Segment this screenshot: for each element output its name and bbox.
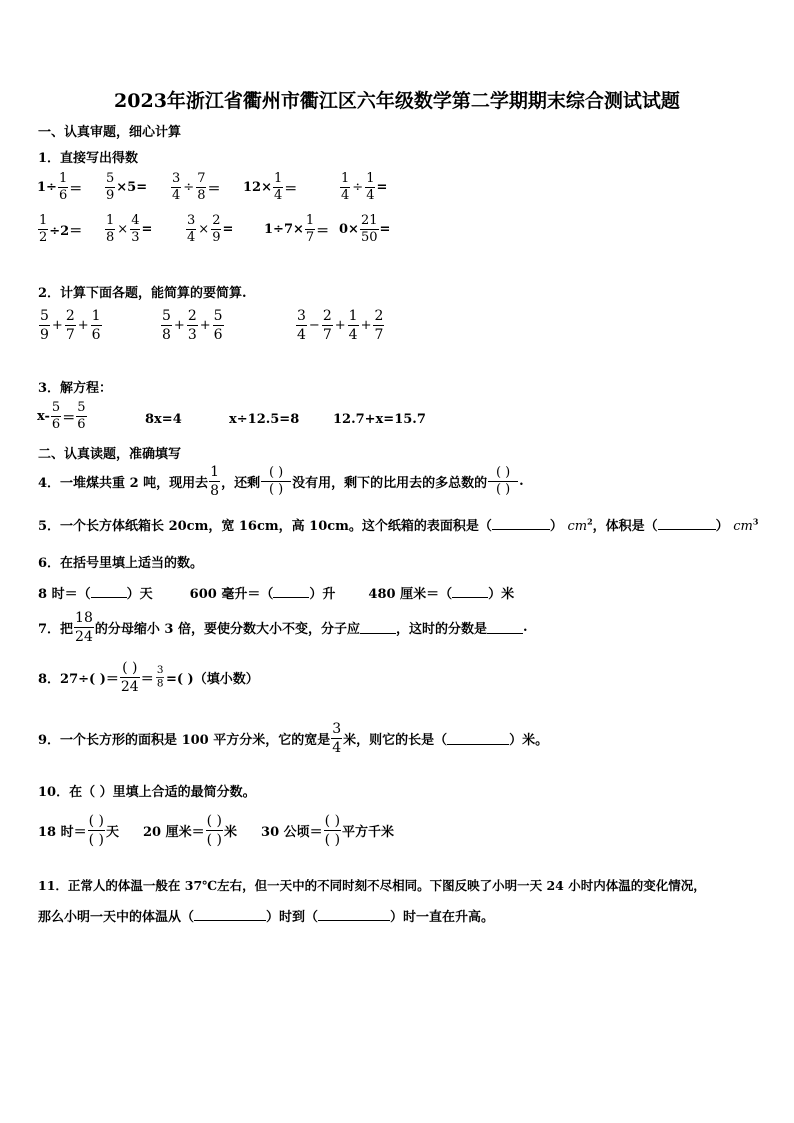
section-2-heading: 二、认真读题，准确填写 xyxy=(38,447,182,462)
q2-expr-1: $\frac{5}{9}$ + $\frac{2}{7}$ + $\frac{1}{6}$ xyxy=(40,308,101,343)
q4-text: 4．一堆煤共重 2 吨，现用去 $\frac{1}{8}$ ，还剩 $\frac{( )}{( )}$ 没有用，剩下的比用去的多总数的 $\frac{( )}{( )}$ . xyxy=(38,464,524,499)
q5-text: 5．一个长方体纸箱长 20cm，宽 16cm，高 10cm。这个纸箱的表面积是（ ） $cm^2$，体积是（ ） $cm^3$ xyxy=(38,516,759,534)
q6-items: 8 时＝（ ）天 600 毫升＝（ ）升 480 厘米＝（ ）米 xyxy=(38,587,515,602)
q10-label: 10．在（ ）里填上合适的最简分数。 xyxy=(38,785,256,800)
q1-r2-e3: $\frac{3}{4}$ × $\frac{2}{9}$ = xyxy=(187,213,234,245)
page-title: 2023年浙江省衢州市衢江区六年级数学第二学期期末综合测试试题 xyxy=(114,90,680,112)
q3-equation-3: x÷12.5=8 xyxy=(229,412,300,427)
q1-label: 1．直接写出得数 xyxy=(38,151,139,166)
q3-equation-4: 12.7+x=15.7 xyxy=(333,412,426,427)
q11-line-1: 11．正常人的体温一般在 37℃左右，但一天中的不同时刻不尽相同。下图反映了小明一天 24 小时内体温的变化情况， xyxy=(38,878,706,893)
q11-line-2: 那么小明一天中的体温从（ ）时到（ ）时一直在升高。 xyxy=(38,910,495,925)
q1-r2-e4: 1÷7× $\frac{1}{7}$ ＝ xyxy=(264,213,330,245)
q3-label: 3．解方程： xyxy=(38,381,113,396)
q1-r1-e1: 1÷ $\frac{1}{6}$ ＝ xyxy=(37,171,83,203)
q8-text: 8．27÷( )＝ $\frac{( )}{24}$ ＝ $\frac{3}{8}$ =( )（填小数） xyxy=(38,660,259,695)
q1-r1-e4: 12× $\frac{1}{4}$ ＝ xyxy=(243,171,298,203)
q1-r1-e2: $\frac{5}{9}$ ×5= xyxy=(106,171,148,203)
q1-r2-e2: $\frac{1}{8}$ × $\frac{4}{3}$ = xyxy=(106,213,153,245)
q2-expr-3: $\frac{3}{4}$ − $\frac{2}{7}$ + $\frac{1}{4}$ + $\frac{2}{7}$ xyxy=(297,308,384,343)
q1-r2-e1: $\frac{1}{2}$ ÷2＝ xyxy=(39,213,83,245)
q9-text: 9．一个长方形的面积是 100 平方分米，它的宽是 $\frac{3}{4}$ 米，则它的长是（ ）米。 xyxy=(38,721,549,756)
section-1-heading: 一、认真审题，细心计算 xyxy=(38,125,182,140)
q3-equation-2: 8x=4 xyxy=(145,412,182,427)
q10-items: 18 时＝ $\frac{( )}{( )}$ 天 20 厘米＝ $\frac{( )}{( )}$ 米 30 公顷＝ $\frac{( )}{( )}$ 平方千米 xyxy=(38,813,395,848)
q1-r1-e5: $\frac{1}{4}$ ÷ $\frac{1}{4}$ = xyxy=(341,171,388,203)
q2-expr-2: $\frac{5}{8}$ + $\frac{2}{3}$ + $\frac{5}{6}$ xyxy=(162,308,223,343)
q1-r2-e5: 0× $\frac{21}{50}$ = xyxy=(339,213,391,245)
q2-label: 2．计算下面各题，能简算的要简算. xyxy=(38,286,247,301)
q7-text: 7．把 $\frac{18}{24}$ 的分母缩小 3 倍，要使分数大小不变，分子应 ，这时的分数是 . xyxy=(38,610,528,645)
q1-r1-e3: $\frac{3}{4}$ ÷ $\frac{7}{8}$ ＝ xyxy=(172,171,221,203)
q3-equation-1: x- $\frac{5}{6}$ ＝ $\frac{5}{6}$ xyxy=(37,400,86,432)
q6-label: 6．在括号里填上适当的数。 xyxy=(38,556,204,571)
